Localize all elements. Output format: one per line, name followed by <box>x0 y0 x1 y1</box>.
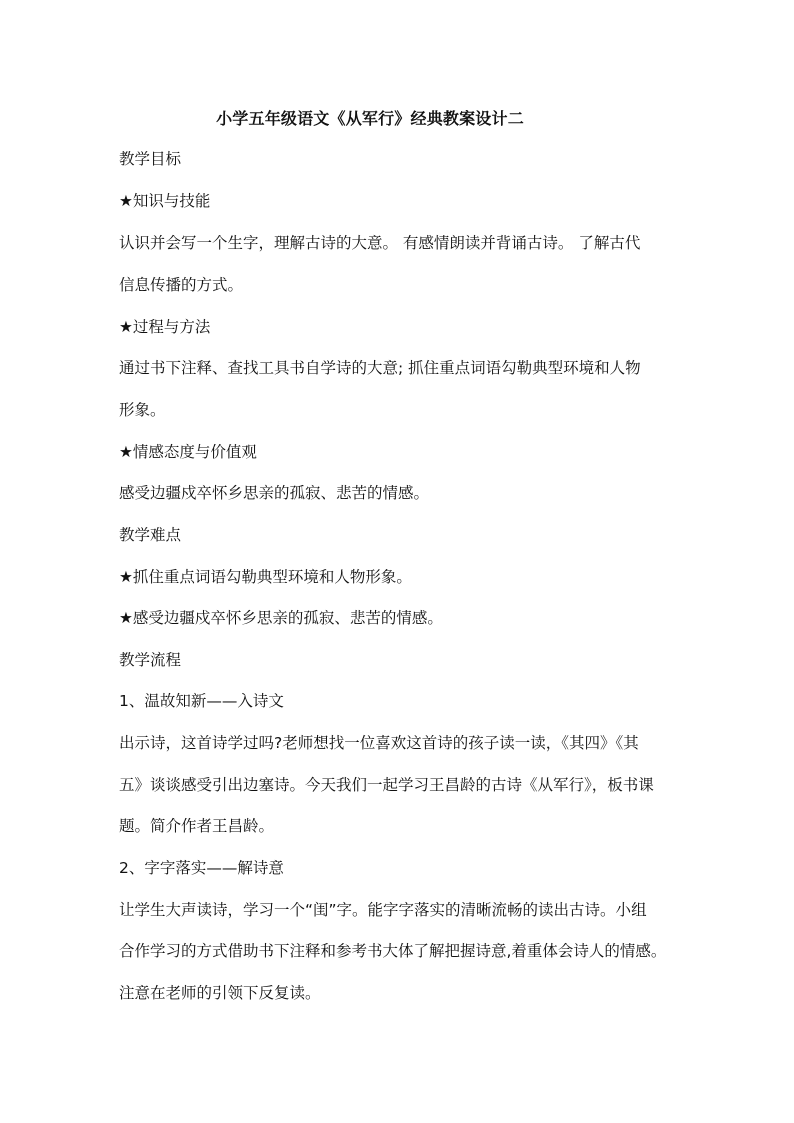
paragraph-line: 认识并会写一个生字，理解古诗的大意。 有感情朗读并背诵古诗。 了解古代 <box>119 234 641 252</box>
subheading-emotion-values: ★情感态度与价值观 <box>119 443 257 461</box>
bullet-line: ★抓住重点词语勾勒典型环境和人物形象。 <box>119 568 412 586</box>
heading-teaching-goals: 教学目标 <box>119 150 182 168</box>
document-title: 小学五年级语文《从军行》经典教案设计二 <box>216 109 524 128</box>
step-heading-2: 2、字字落实——解诗意 <box>119 859 284 877</box>
subheading-knowledge-skills: ★知识与技能 <box>119 192 211 210</box>
paragraph-line: 合作学习的方式借助书下注释和参考书大体了解把握诗意,着重体会诗人的情感。 <box>119 942 667 960</box>
heading-teaching-process: 教学流程 <box>119 651 182 669</box>
step-heading-1: 1、温故知新——入诗文 <box>119 692 284 710</box>
paragraph-line: 题。简介作者王昌龄。 <box>119 817 275 835</box>
paragraph-line: 通过书下注释、查找工具书自学诗的大意; 抓住重点词语勾勒典型环境和人物 <box>119 359 641 377</box>
paragraph-line: 形象。 <box>119 401 166 419</box>
paragraph-line: 感受边疆戍卒怀乡思亲的孤寂、悲苦的情感。 <box>119 484 430 502</box>
paragraph-line: 注意在老师的引领下反复读。 <box>119 984 321 1002</box>
paragraph-line: 信息传播的方式。 <box>119 276 244 294</box>
heading-teaching-difficulties: 教学难点 <box>119 526 182 544</box>
bullet-line: ★感受边疆戍卒怀乡思亲的孤寂、悲苦的情感。 <box>119 609 443 627</box>
paragraph-line: 出示诗，这首诗学过吗?老师想找一位喜欢这首诗的孩子读一读，《其四》《其 <box>119 734 639 752</box>
paragraph-line: 让学生大声读诗，学习一个“闺”字。能字字落实的清晰流畅的读出古诗。小组 <box>119 901 647 919</box>
paragraph-line: 五》谈谈感受引出边塞诗。今天我们一起学习王昌龄的古诗《从军行》，板书课 <box>119 776 654 794</box>
subheading-process-methods: ★过程与方法 <box>119 318 211 336</box>
